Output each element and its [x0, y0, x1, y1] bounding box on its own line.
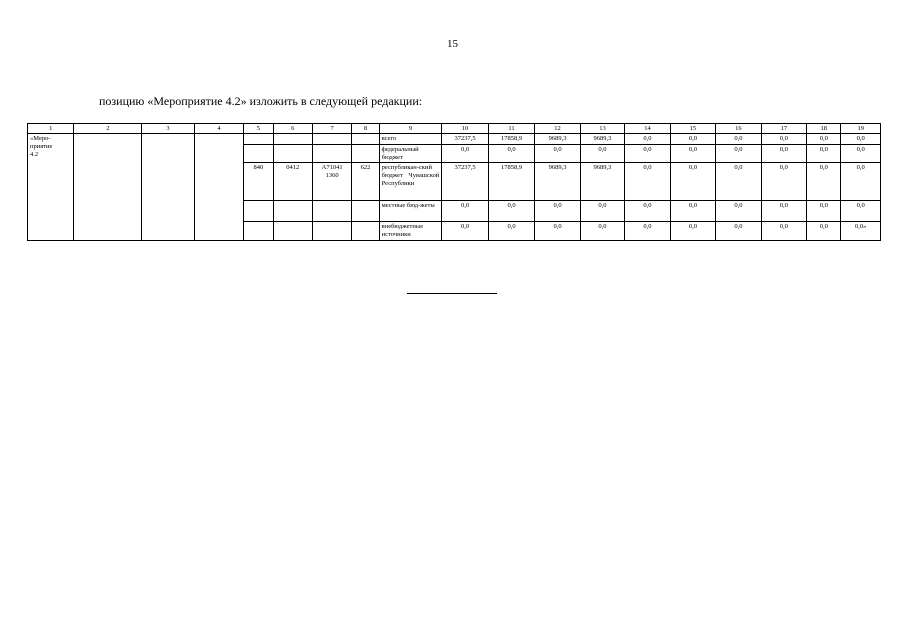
funding-source-cell: федеральный бюджет — [379, 144, 442, 163]
code-cell — [273, 134, 312, 145]
activity-name-cell: «Меро- приятие 4.2 — [28, 134, 74, 241]
value-cell: 0,0 — [580, 144, 624, 163]
program-table — [27, 123, 881, 241]
code-cell — [352, 222, 379, 241]
value-cell: 0,0 — [807, 163, 841, 201]
funding-source-cell: республикан-ский бюджет Чувашской Республики — [379, 163, 442, 201]
code-cell — [244, 222, 273, 241]
value-cell: 37237,5 — [442, 163, 488, 201]
value-cell: 0,0 — [807, 201, 841, 222]
code-cell — [273, 144, 312, 163]
value-cell: 0,0 — [535, 144, 580, 163]
code-cell — [244, 201, 273, 222]
column-header: 3 — [142, 124, 195, 134]
column-header: 18 — [807, 124, 841, 134]
value-cell: 9689,3 — [535, 134, 580, 145]
column-header: 2 — [74, 124, 142, 134]
value-cell: 0,0 — [841, 201, 881, 222]
value-cell: 0,0 — [442, 222, 488, 241]
code-cell — [312, 201, 351, 222]
empty-cell — [74, 134, 142, 241]
value-cell: 0,0 — [580, 201, 624, 222]
code-cell — [244, 134, 273, 145]
value-cell: 0,0 — [841, 134, 881, 145]
value-cell: 0,0 — [625, 222, 670, 241]
value-cell: 0,0 — [716, 144, 761, 163]
value-cell: 0,0 — [670, 222, 715, 241]
value-cell: 0,0 — [625, 163, 670, 201]
column-header: 6 — [273, 124, 312, 134]
code-cell: А71041 1360 — [312, 163, 351, 201]
value-cell: 0,0 — [670, 163, 715, 201]
column-header: 4 — [194, 124, 244, 134]
value-cell: 0,0» — [841, 222, 881, 241]
column-header: 19 — [841, 124, 881, 134]
column-header: 11 — [488, 124, 534, 134]
value-cell: 0,0 — [841, 163, 881, 201]
value-cell: 0,0 — [488, 222, 534, 241]
code-cell — [312, 144, 351, 163]
code-cell: 840 — [244, 163, 273, 201]
code-cell — [352, 144, 379, 163]
value-cell: 9689,3 — [580, 134, 624, 145]
value-cell: 17858,9 — [488, 134, 534, 145]
value-cell: 0,0 — [535, 201, 580, 222]
funding-source-cell: всего — [379, 134, 442, 145]
code-cell — [273, 201, 312, 222]
column-header: 9 — [379, 124, 442, 134]
value-cell: 0,0 — [761, 163, 806, 201]
column-header: 10 — [442, 124, 488, 134]
column-header: 17 — [761, 124, 806, 134]
value-cell: 0,0 — [716, 201, 761, 222]
value-cell: 0,0 — [761, 222, 806, 241]
value-cell: 0,0 — [761, 201, 806, 222]
code-cell — [273, 222, 312, 241]
table-row — [28, 134, 881, 145]
page-number: 15 — [447, 38, 458, 50]
column-header: 8 — [352, 124, 379, 134]
column-header: 12 — [535, 124, 580, 134]
value-cell: 0,0 — [625, 134, 670, 145]
intro-text: позицию «Мероприятие 4.2» изложить в следующей редакции: — [99, 94, 423, 108]
value-cell: 0,0 — [580, 222, 624, 241]
value-cell: 0,0 — [670, 144, 715, 163]
column-header: 7 — [312, 124, 351, 134]
code-cell: 0412 — [273, 163, 312, 201]
empty-cell — [194, 134, 244, 241]
value-cell: 0,0 — [761, 144, 806, 163]
value-cell: 0,0 — [442, 201, 488, 222]
code-cell: 622 — [352, 163, 379, 201]
empty-cell — [142, 134, 195, 241]
value-cell: 37237,5 — [442, 134, 488, 145]
column-header: 16 — [716, 124, 761, 134]
value-cell: 0,0 — [670, 134, 715, 145]
value-cell: 0,0 — [670, 201, 715, 222]
value-cell: 9689,3 — [535, 163, 580, 201]
funding-source-cell: местные бюд-жеты — [379, 201, 442, 222]
code-cell — [352, 134, 379, 145]
header-row — [28, 124, 881, 134]
code-cell — [244, 144, 273, 163]
value-cell: 0,0 — [716, 134, 761, 145]
value-cell: 0,0 — [625, 144, 670, 163]
value-cell: 0,0 — [716, 163, 761, 201]
value-cell: 9689,3 — [580, 163, 624, 201]
column-header: 14 — [625, 124, 670, 134]
column-header: 1 — [28, 124, 74, 134]
column-header: 13 — [580, 124, 624, 134]
value-cell: 0,0 — [807, 222, 841, 241]
value-cell: 17858,9 — [488, 163, 534, 201]
funding-source-cell: внебюджетные источники — [379, 222, 442, 241]
value-cell: 0,0 — [488, 201, 534, 222]
value-cell: 0,0 — [841, 144, 881, 163]
code-cell — [312, 134, 351, 145]
separator-line — [407, 293, 497, 294]
value-cell: 0,0 — [535, 222, 580, 241]
code-cell — [352, 201, 379, 222]
value-cell: 0,0 — [807, 134, 841, 145]
value-cell: 0,0 — [807, 144, 841, 163]
value-cell: 0,0 — [625, 201, 670, 222]
value-cell: 0,0 — [488, 144, 534, 163]
column-header: 5 — [244, 124, 273, 134]
code-cell — [312, 222, 351, 241]
column-header: 15 — [670, 124, 715, 134]
value-cell: 0,0 — [716, 222, 761, 241]
value-cell: 0,0 — [761, 134, 806, 145]
value-cell: 0,0 — [442, 144, 488, 163]
